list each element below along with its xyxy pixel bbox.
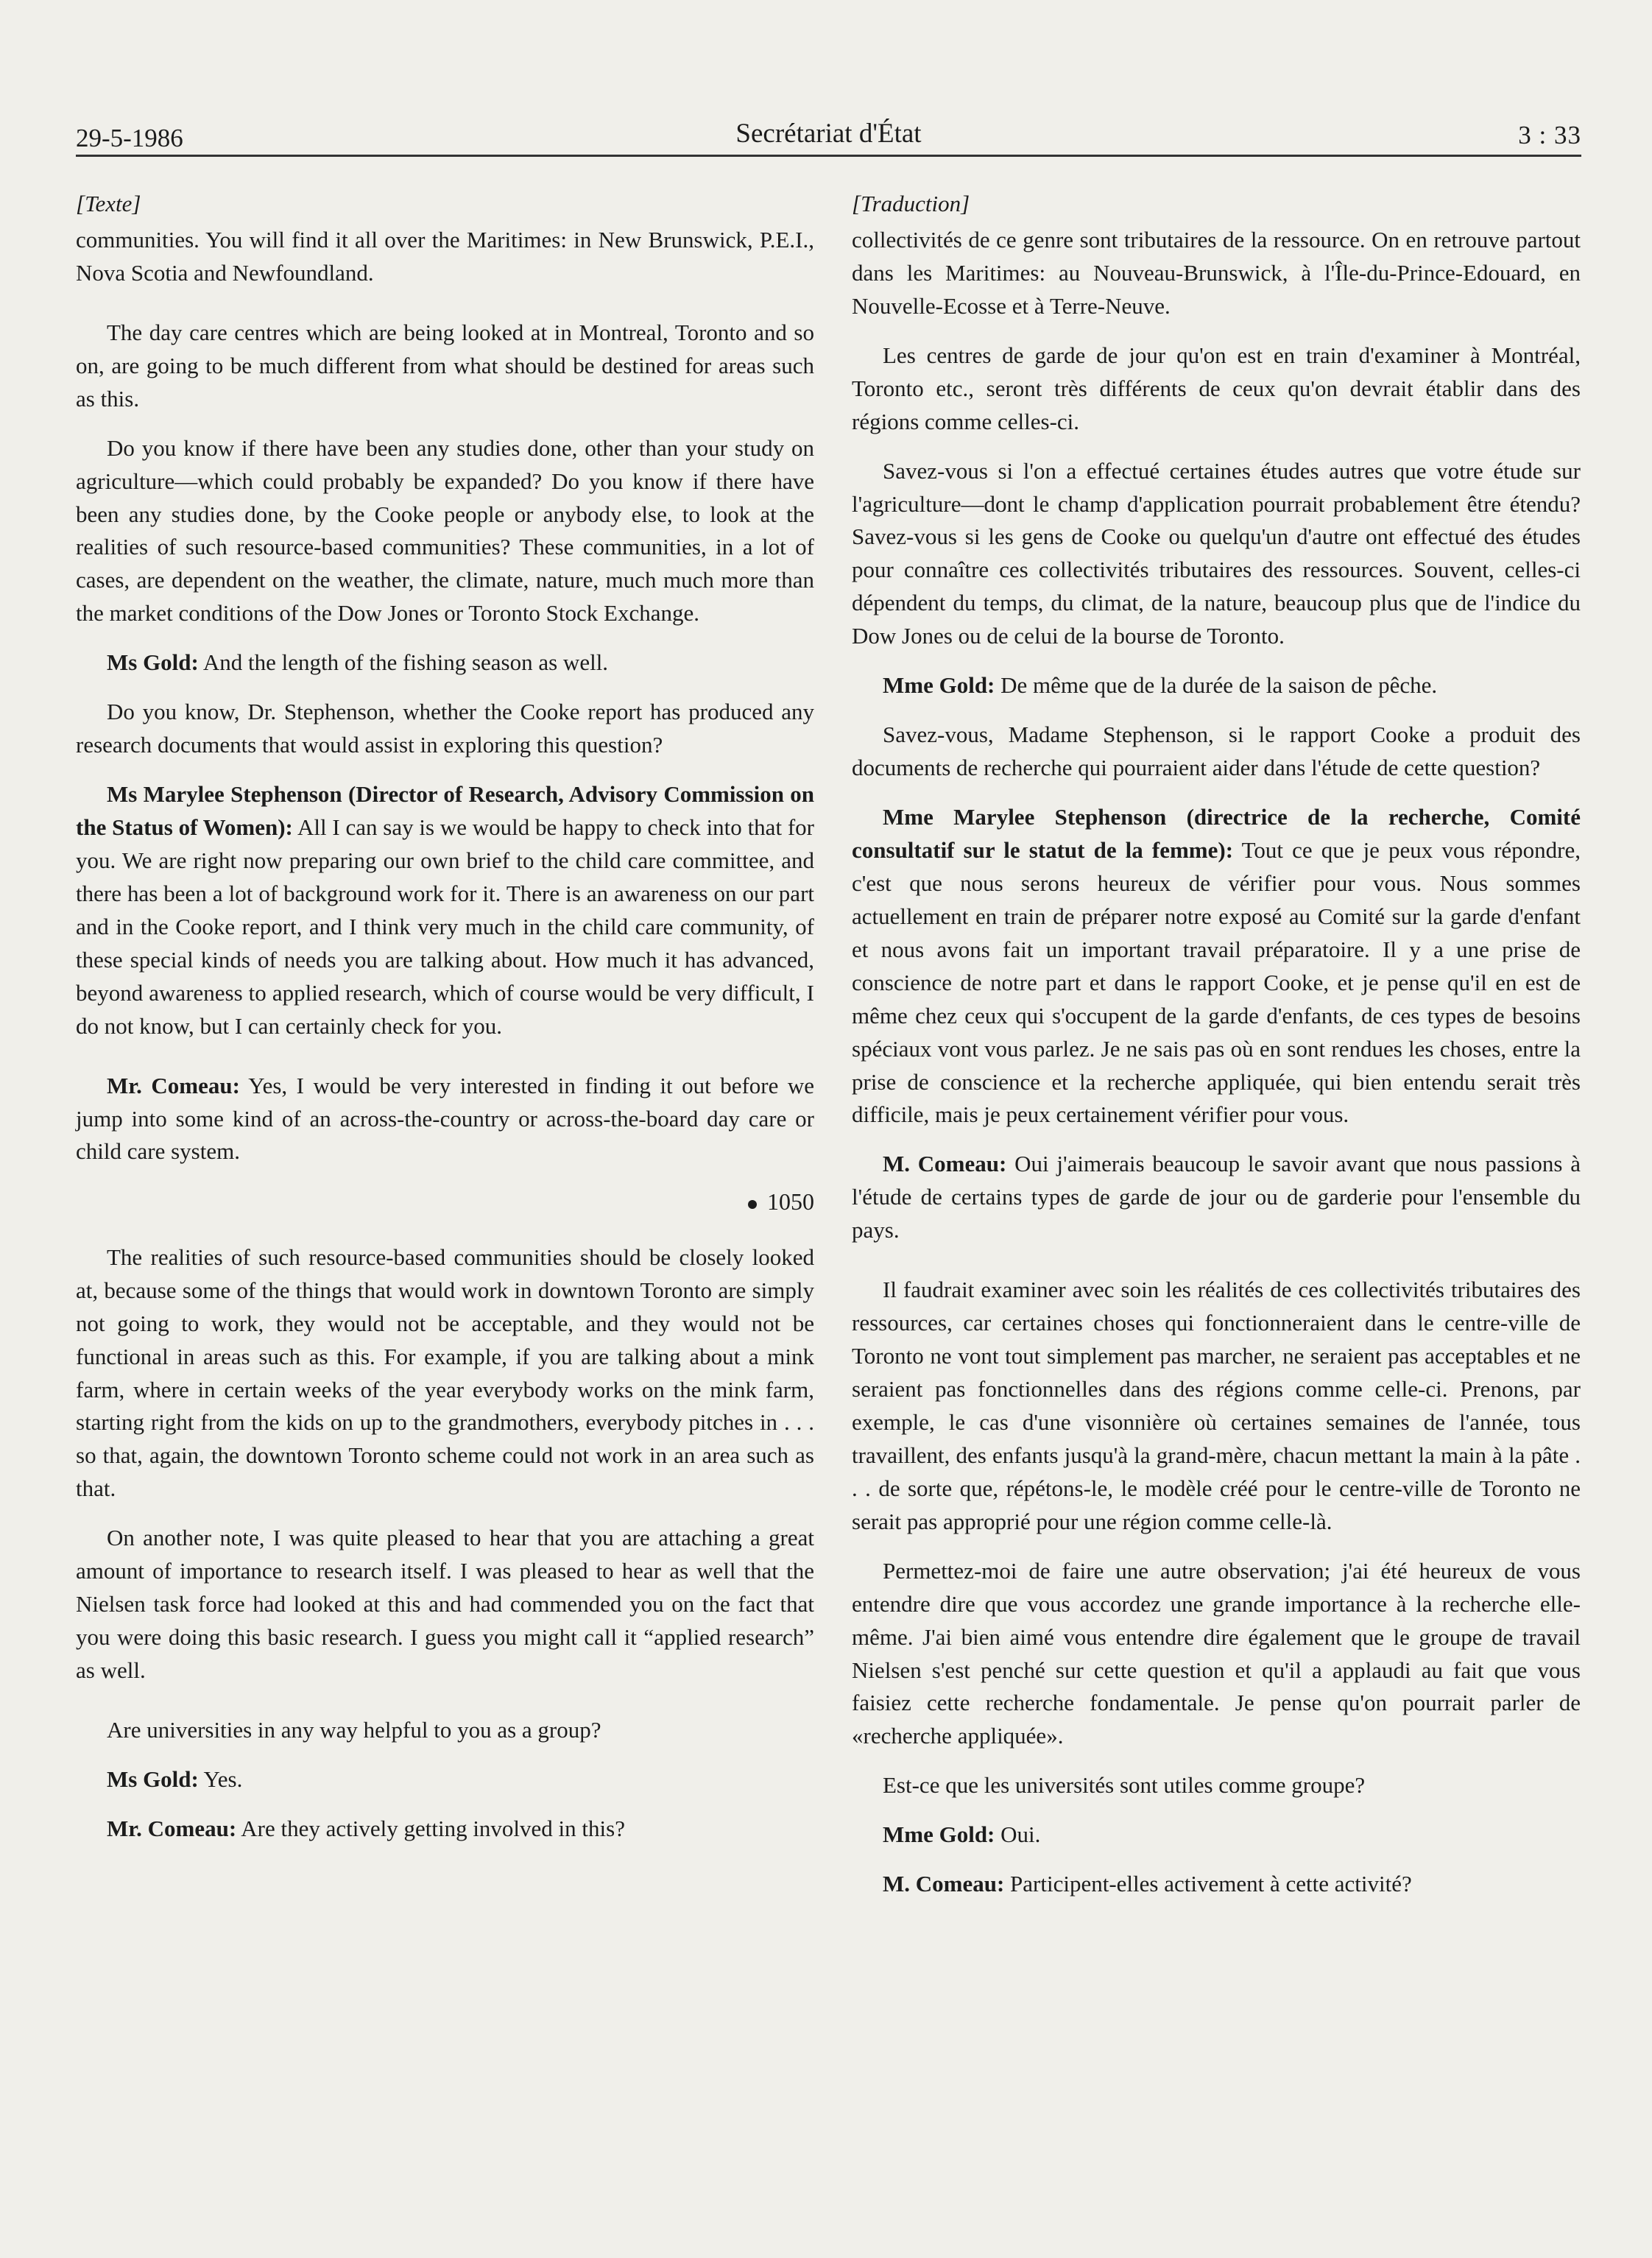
speech: [852, 1868, 1581, 1901]
speech: [852, 1148, 1581, 1247]
paragraph: Do you know if there have been any studies done, other than your study on agriculture—which could probably be expanded? Do you know if there have been any studies done, by the Cooke people or anybody else, to look at the realities of such resource-based communities? These communities, in a lot of cases, are dependent on the weather, the climate, nature, much much more than the market conditions of the Dow Jones or Toronto Stock Exchange.: [76, 434, 814, 627]
speaker-name: Mme Gold:: [883, 672, 995, 699]
header-date: 29-5-1986: [76, 124, 183, 152]
language-marker: [Traduction]: [852, 191, 970, 216]
speech: [76, 1813, 814, 1846]
speech-text: Yes, I would be very interested in finding it out before we jump into some kind of an across-the-country or across-the-board day care or child care system.: [76, 1072, 814, 1165]
speech-text: De même que de la durée de la saison de pêche.: [995, 672, 1438, 699]
paragraph: collectivités de ce genre sont tributaires de la ressource. On en retrouve partout dans les Maritimes: au Nouveau-Brunswick, à l'Île-du-Prince-Edouard, en Nouvelle-Ecosse et à Terre-Neuve.: [852, 226, 1581, 319]
paragraph: communities. You will find it all over the Maritimes: in New Brunswick, P.E.I., Nova Scotia and Newfoundland.: [76, 226, 814, 286]
time-stamp: [76, 1185, 814, 1218]
paragraph: Les centres de garde de jour qu'on est en train d'examiner à Montréal, Toronto etc., seront très différents de ceux qu'on devrait établir dans des régions comme celles-ci.: [852, 342, 1581, 434]
bullet-icon: [748, 1200, 757, 1209]
speech: [852, 801, 1581, 1132]
speech: [76, 646, 814, 680]
speech: [76, 778, 814, 1043]
paragraph: Savez-vous si l'on a effectué certaines études autres que votre étude sur l'agriculture—dont le champ d'application pourrait probablement être étendu? Savez-vous si les gens de Cooke ou quelqu'un d'autre ont effectué des études pour connaître ces collectivités tributaires des ressources. Souvent, celles-ci dépendent du temps, du climat, de la nature, beaucoup plus que de l'indice du Dow Jones ou de celui de la bourse de Toronto.: [852, 457, 1581, 649]
speaker-name: M. Comeau:: [883, 1151, 1007, 1177]
paragraph: Savez-vous, Madame Stephenson, si le rapport Cooke a produit des documents de recherche qui pourraient aider dans l'étude de cette question?: [852, 721, 1581, 781]
speaker-name: Mr. Comeau:: [107, 1072, 240, 1098]
paragraph: On another note, I was quite pleased to hear that you are attaching a great amount of importance to research itself. I was pleased to hear as well that the Nielsen task force had looked at this and had commended you on the fact that you were doing this basic research. I guess you might call it “applied research” as well.: [76, 1525, 814, 1684]
speech: [852, 669, 1581, 702]
speaker-name: Ms Gold:: [107, 1765, 199, 1792]
language-marker: [Texte]: [76, 191, 141, 216]
paragraph: Est-ce que les universités sont utiles comme groupe?: [883, 1772, 1366, 1799]
speech-text: Oui.: [995, 1821, 1041, 1848]
speech-text: And the length of the fishing season as well.: [198, 649, 609, 676]
paragraph: Do you know, Dr. Stephenson, whether the Cooke report has produced any research documents that would assist in exploring this question?: [76, 699, 814, 758]
speech: [76, 1070, 814, 1169]
speech-text: Oui j'aimerais beaucoup le savoir avant que nous passions à l'étude de certains types de garde de jour ou de garderie pour l'ensemble du pays.: [852, 1151, 1581, 1243]
french-column: [852, 188, 1581, 1917]
speaker-name: Mme Gold:: [883, 1821, 995, 1848]
paragraph: Permettez-moi de faire une autre observation; j'ai été heureux de vous entendre dire que vous accordez une grande importance à la recherche elle-même. J'ai bien aimé vous entendre dire également que le groupe de travail Nielsen s'est penché sur cette question et qu'il a applaudi au fait que vous faisiez cette recherche fondamentale. Je pense qu'on pourrait parler de «recherche appliquée».: [852, 1557, 1581, 1749]
speech: [76, 1763, 814, 1796]
speaker-name: Ms Marylee Stephenson (Director of Research, Advisory Commission on the Status of Women):: [76, 781, 814, 840]
speaker-name: Mr. Comeau:: [107, 1815, 237, 1841]
speech-text: All I can say is we would be happy to check into that for you. We are right now preparing our own brief to the child care committee, and there has been a lot of background work for it. There is an awareness on our part and in the Cooke report, and I think very much in the child care community, of these special kinds of needs you are talking about. How much it has advanced, beyond awareness to applied research, which of course would be very difficult, I do not know, but I can certainly check for you.: [76, 814, 814, 1039]
speech-text: Tout ce que je peux vous répondre, c'est que nous serons heureux de vérifier pour vous. Nous sommes actuellement en train de préparer notre exposé au Comité sur la garde d'enfant et nous avons fait un important travail préparatoire. Il y a une prise de conscience de notre part et dans le rapport Cooke, et je pense qu'il en est de même chez ceux qui s'occupent de la garde d'enfants, de ces types de besoins spéciaux vont vous parlez. Je ne sais pas où en sont rendues les choses, entre la prise de conscience et la recherche appliquée, qui bien entendu serait très difficile, mais je peux certainement vérifier pour vous.: [852, 836, 1581, 1128]
speech: [852, 1818, 1581, 1852]
header-rule: [76, 155, 1581, 157]
speaker-name: Mme Marylee Stephenson (directrice de la recherche, Comité consultatif sur le statut de la femme):: [852, 804, 1581, 863]
speech-text: Are they actively getting involved in this?: [236, 1815, 625, 1841]
paragraph: Il faudrait examiner avec soin les réalités de ces collectivités tributaires des ressources, car certaines choses qui fonctionneraient dans le centre-ville de Toronto ne vont tout simplement pas marcher, ne seraient pas acceptables et ne seraient pas fonctionnelles dans des régions comme celle-ci. Prenons, par exemple, le cas d'une visonnière où certaines semaines de l'année, tous travaillent, des enfants jusqu'à la grand-mère, chacun mettant la main à la pâte . . . de sorte que, répétons-le, le modèle créé pour le centre-ville de Toronto ne serait pas approprié pour une région comme celle-là.: [852, 1277, 1581, 1534]
paragraph: Are universities in any way helpful to you as a group?: [107, 1716, 601, 1743]
speaker-name: Ms Gold:: [107, 649, 199, 676]
english-column: [76, 188, 814, 1862]
paragraph: The realities of such resource-based communities should be closely looked at, because some of the things that would work in downtown Toronto are simply not going to work, they would not be acceptable, and they would not be functional in areas such as this. For example, if you are talking about a mink farm, where in certain weeks of the year everybody works on the mink farm, starting right from the kids on up to the grandmothers, everybody pitches in . . . so that, again, the downtown Toronto scheme could not work in an area such as that.: [76, 1243, 814, 1502]
speaker-name: M. Comeau:: [883, 1871, 1005, 1897]
speech-text: Yes.: [198, 1765, 243, 1792]
header-title: Secrétariat d'État: [735, 119, 922, 149]
speech-text: Participent-elles activement à cette activité?: [1004, 1871, 1412, 1897]
paragraph: The day care centres which are being looked at in Montreal, Toronto and so on, are going to be much different from what should be destined for areas such as this.: [76, 319, 814, 412]
header-page-number: 3 : 33: [1518, 121, 1581, 149]
time-value: 1050: [767, 1188, 814, 1216]
